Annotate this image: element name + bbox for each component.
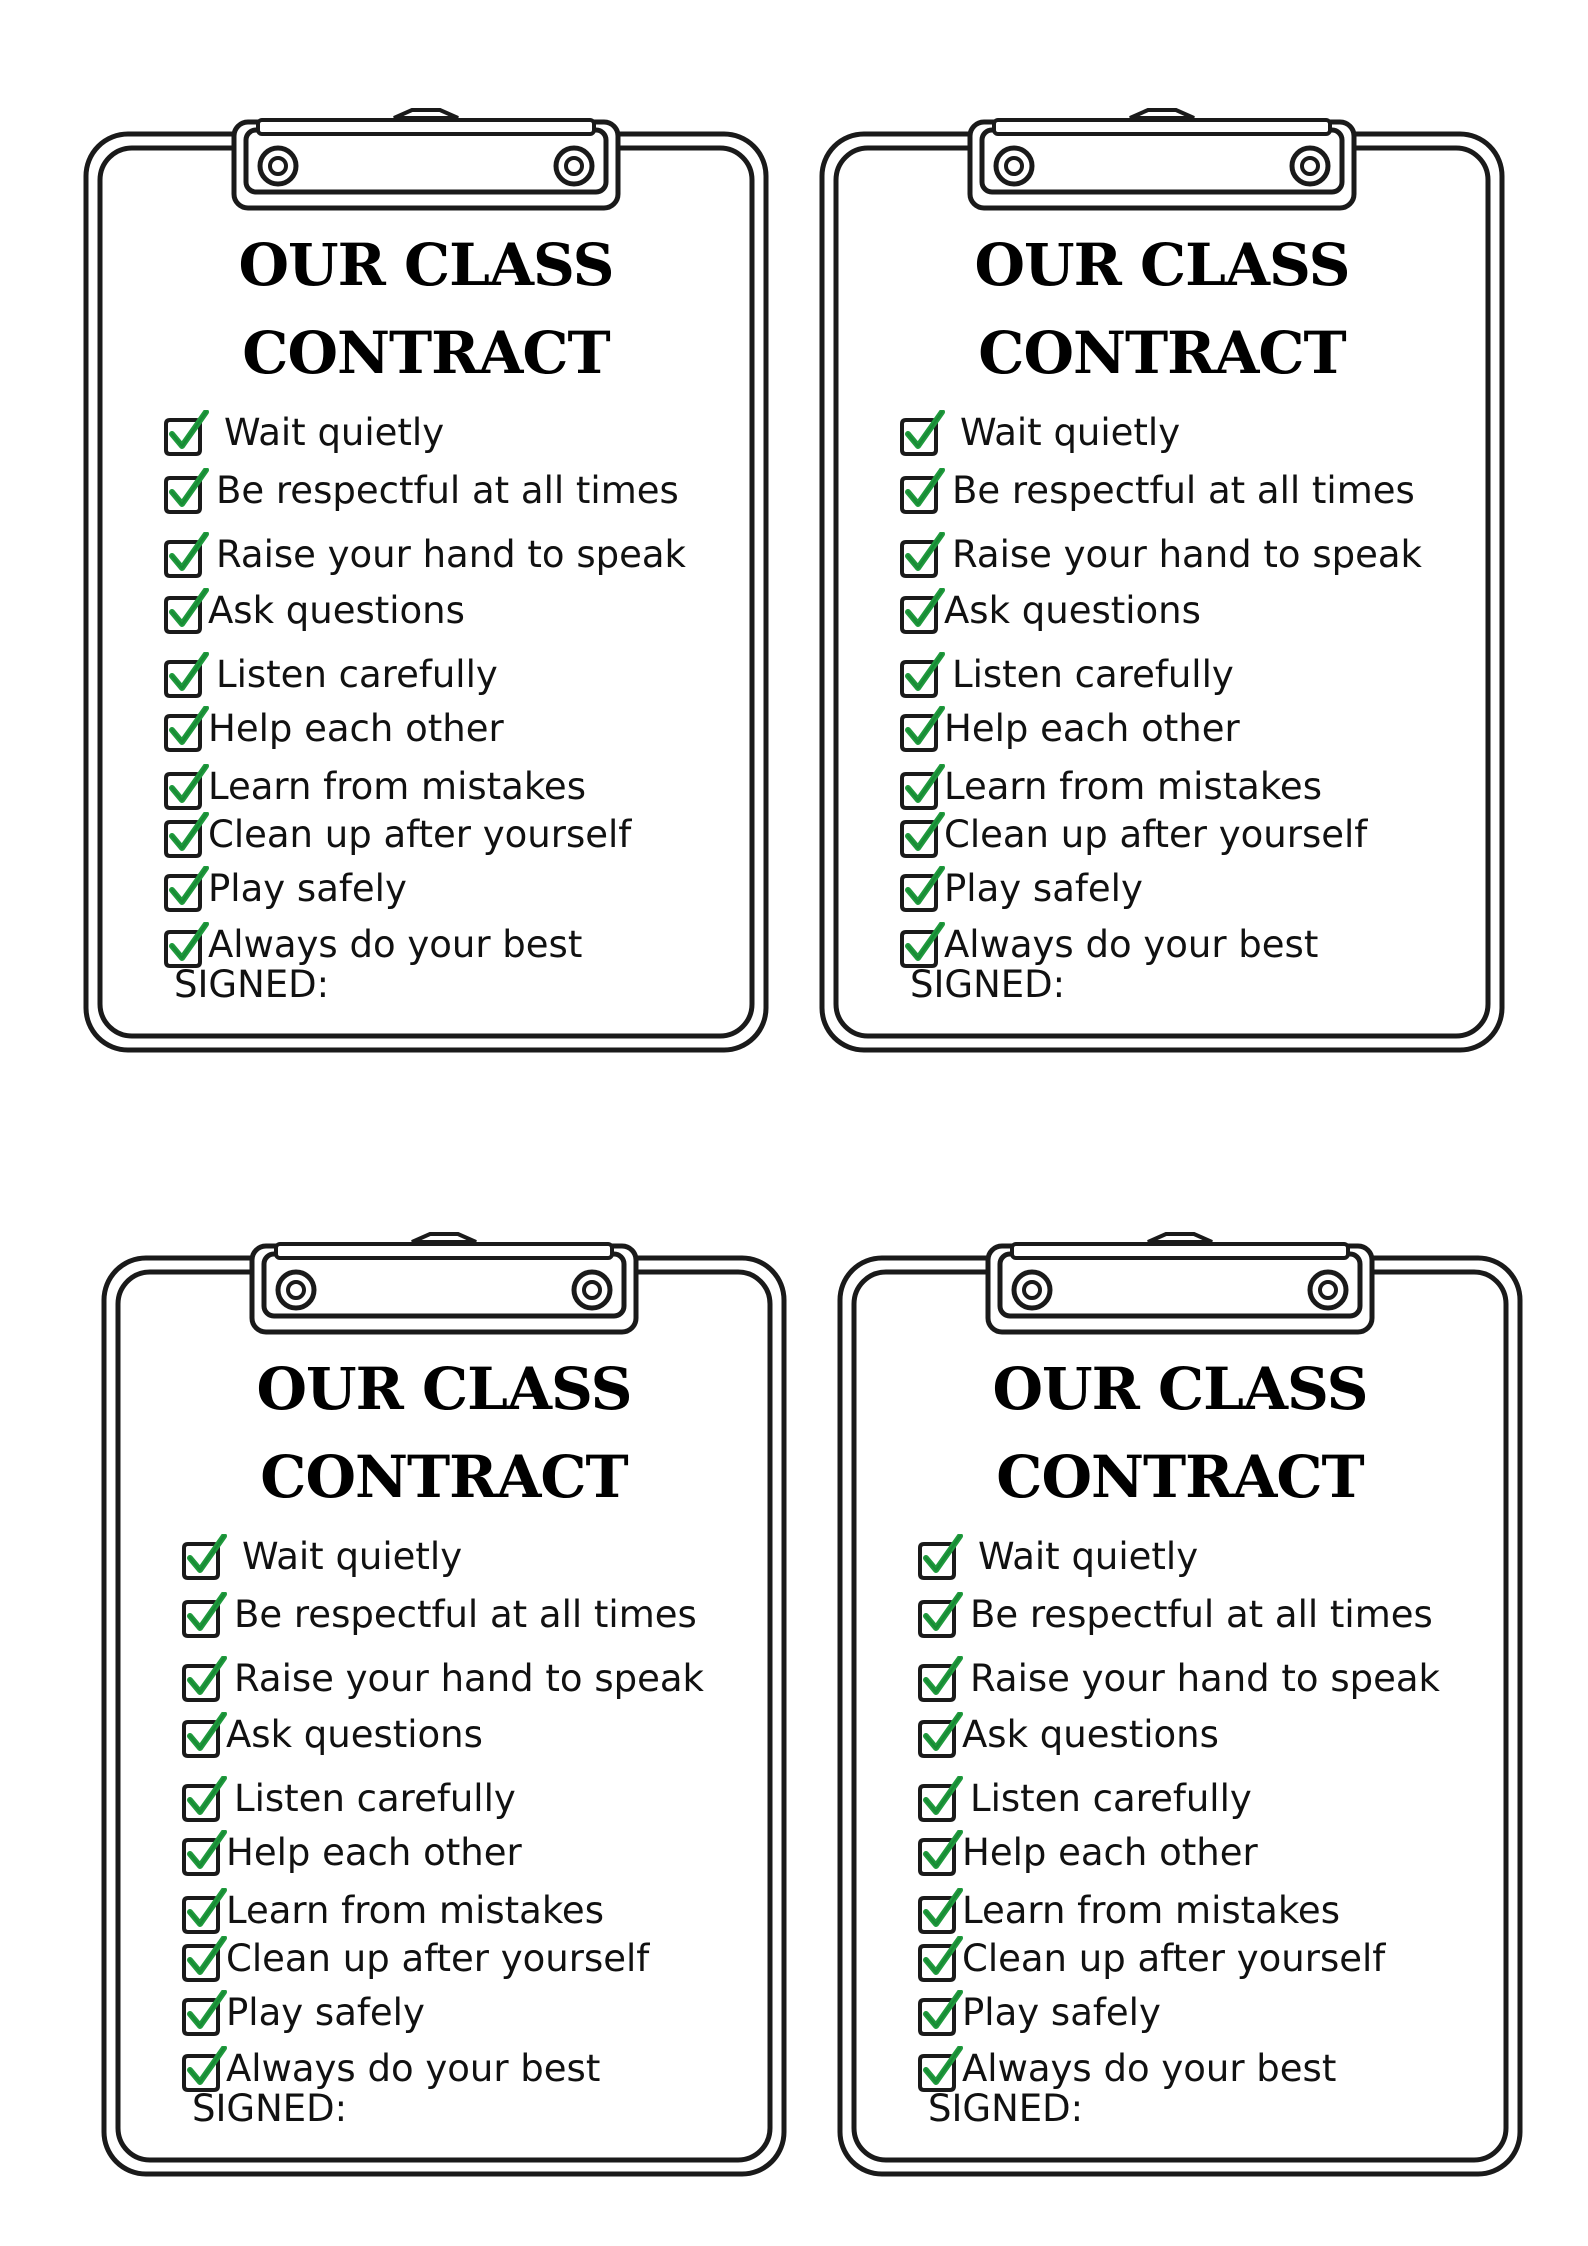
checklist-item-label: Be respectful at all times — [234, 1593, 697, 1636]
checklist-item-label: Help each other — [226, 1831, 522, 1874]
checklist-item-label: Listen carefully — [970, 1777, 1252, 1820]
checklist-item-label: Play safely — [226, 1991, 425, 2034]
checklist-item-label: Always do your best — [944, 923, 1319, 966]
checklist-item-label: Always do your best — [208, 923, 583, 966]
checklist-item-label: Ask questions — [208, 589, 465, 632]
checklist-item-label: Always do your best — [226, 2047, 601, 2090]
checklist-item-label: Learn from mistakes — [962, 1889, 1340, 1932]
contract-title-line1: OUR CLASS — [974, 231, 1350, 299]
contract-card-2 — [818, 108, 1506, 1054]
contract-title-line2: CONTRACT — [978, 319, 1346, 387]
contract-card-4 — [836, 1232, 1524, 2178]
checklist-item-label: Be respectful at all times — [952, 469, 1415, 512]
checklist-item-label: Wait quietly — [960, 411, 1181, 454]
checklist-item-label: Help each other — [962, 1831, 1258, 1874]
checklist-item-label: Be respectful at all times — [216, 469, 679, 512]
checklist-item-label: Raise your hand to speak — [216, 533, 686, 576]
contract-title-line2: CONTRACT — [996, 1443, 1364, 1511]
signed-label: SIGNED: — [192, 2087, 348, 2130]
contract-title-line1: OUR CLASS — [256, 1355, 632, 1423]
checklist-item-label: Play safely — [962, 1991, 1161, 2034]
checklist-item-label: Be respectful at all times — [970, 1593, 1433, 1636]
checklist-item-label: Help each other — [944, 707, 1240, 750]
checklist-item-label: Help each other — [208, 707, 504, 750]
checklist-item-label: Raise your hand to speak — [952, 533, 1422, 576]
checklist-item-label: Wait quietly — [242, 1535, 463, 1578]
signed-label: SIGNED: — [174, 963, 330, 1006]
checklist-item-label: Learn from mistakes — [944, 765, 1322, 808]
checklist-item-label: Wait quietly — [224, 411, 445, 454]
checklist-item-label: Wait quietly — [978, 1535, 1199, 1578]
contract-card-1 — [82, 108, 770, 1054]
checklist-item-label: Ask questions — [944, 589, 1201, 632]
contract-card-3 — [100, 1232, 788, 2178]
signed-label: SIGNED: — [910, 963, 1066, 1006]
signed-label: SIGNED: — [928, 2087, 1084, 2130]
checklist-item-label: Ask questions — [962, 1713, 1219, 1756]
checklist-item-label: Learn from mistakes — [208, 765, 586, 808]
checklist-item-label: Learn from mistakes — [226, 1889, 604, 1932]
checklist-item-label: Raise your hand to speak — [234, 1657, 704, 1700]
checklist-item-label: Raise your hand to speak — [970, 1657, 1440, 1700]
checklist-item-label: Always do your best — [962, 2047, 1337, 2090]
checklist-item-label: Clean up after yourself — [226, 1937, 650, 1980]
checklist-item-label: Clean up after yourself — [962, 1937, 1386, 1980]
checklist-item-label: Play safely — [208, 867, 407, 910]
checklist-item-label: Listen carefully — [952, 653, 1234, 696]
contract-title-line1: OUR CLASS — [238, 231, 614, 299]
checklist-item-label: Listen carefully — [216, 653, 498, 696]
checklist-item-label: Clean up after yourself — [208, 813, 632, 856]
checklist-item-label: Clean up after yourself — [944, 813, 1368, 856]
checklist-item-label: Listen carefully — [234, 1777, 516, 1820]
contract-title-line2: CONTRACT — [260, 1443, 628, 1511]
checklist-item-label: Ask questions — [226, 1713, 483, 1756]
checklist-item-label: Play safely — [944, 867, 1143, 910]
contract-title-line1: OUR CLASS — [992, 1355, 1368, 1423]
contract-title-line2: CONTRACT — [242, 319, 610, 387]
